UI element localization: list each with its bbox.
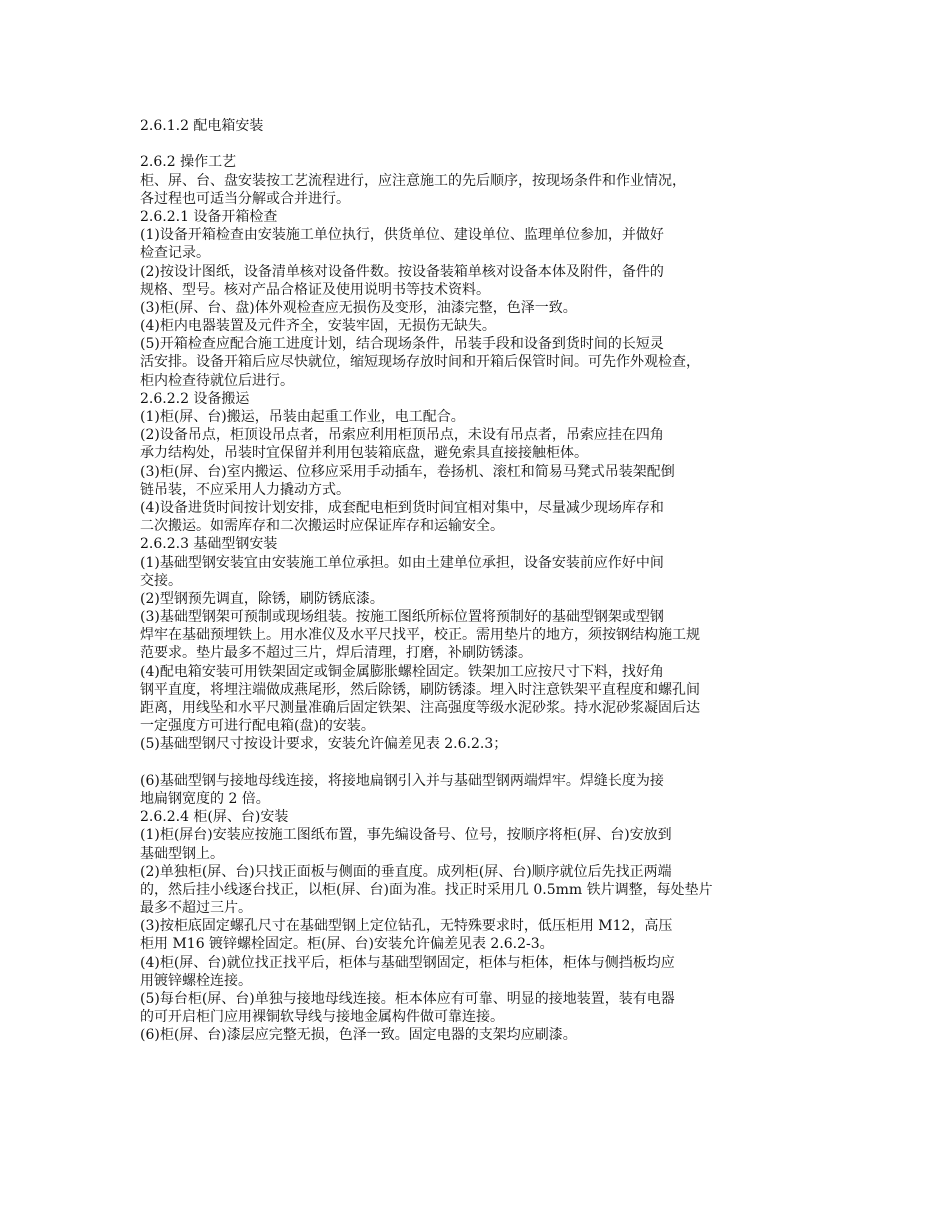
paragraph-line: 承力结构处，吊装时宜保留并利用包装箱底盘，避免索具直接接触柜体。 (140, 445, 588, 462)
paragraph-line: (4)设备进货时间按计划安排，成套配电柜到货时间宜相对集中，尽量减少现场库存和 (140, 499, 664, 516)
paragraph-line: (3)柜(屏、台、盘)体外观检查应无损伤及变形，油漆完整，色泽一致。 (140, 299, 577, 316)
paragraph-line: 规格、型号。核对产品合格证及使用说明书等技术资料。 (140, 281, 490, 298)
section-heading: 2.6.2.4 柜(屏、台)安装 (140, 809, 289, 826)
paragraph-line: 柜、屏、台、盘安装按工艺流程进行，应注意施工的先后顺序，按现场条件和作业情况， (140, 172, 686, 189)
paragraph-line: 交接。 (140, 572, 182, 589)
paragraph-line: 柜内检查待就位后进行。 (140, 372, 294, 389)
paragraph-line: 一定强度方可进行配电箱(盘)的安装。 (140, 718, 375, 735)
paragraph-line: 钢平直度，将埋注端做成燕尾形，然后除锈，刷防锈漆。埋入时注意铁架平直程度和螺孔间 (140, 681, 700, 698)
paragraph-line: (5)基础型钢尺寸按设计要求，安装允许偏差见表 2.6.2.3； (140, 736, 508, 753)
paragraph-line: (4)柜(屏、台)就位找正找平后，柜体与基础型钢固定，柜体与柜体，柜体与侧挡板均应 (140, 954, 675, 971)
paragraph-line: (6)柜(屏、台)漆层应完整无损，色泽一致。固定电器的支架均应刷漆。 (140, 1027, 577, 1044)
paragraph-line: (2)型钢预先调直，除锈，刷防锈底漆。 (140, 590, 384, 607)
section-heading: 2.6.1.2 配电箱安装 (140, 118, 264, 134)
section-heading: 2.6.2.2 设备搬运 (140, 390, 250, 407)
paragraph-line: (5)开箱检查应配合施工进度计划，结合现场条件，吊装手段和设备到货时间的长短灵 (140, 336, 664, 353)
paragraph-line: (4)柜内电器装置及元件齐全，安装牢固，无损伤无缺失。 (140, 318, 496, 335)
paragraph-line: 地扁钢宽度的 2 倍。 (140, 790, 270, 807)
paragraph-line: 检查记录。 (140, 245, 210, 262)
paragraph-line: 的可开启柜门应用裸铜软导线与接地金属构件做可靠连接。 (140, 1009, 504, 1026)
paragraph-line: (3)基础型钢架可预制或现场组装。按施工图纸所标位置将预制好的基础型钢架或型钢 (140, 609, 664, 626)
paragraph-line: (5)每台柜(屏、台)单独与接地母线连接。柜本体应有可靠、明显的接地装置，装有电器 (140, 991, 675, 1007)
paragraph-line: 基础型钢上。 (140, 845, 224, 862)
paragraph-line: 最多不超过三片。 (140, 900, 252, 917)
paragraph-line: 活安排。设备开箱后应尽快就位，缩短现场存放时间和开箱后保管时间。可先作外观检查， (140, 354, 700, 371)
paragraph-line: 柜用 M16 镀锌螺栓固定。柜(屏、台)安装允许偏差见表 2.6.2-3。 (140, 936, 554, 953)
paragraph-line: 焊牢在基础预埋铁上。用水准仪及水平尺找平，校正。需用垫片的地方，须按钢结构施工规 (140, 627, 700, 644)
paragraph-line: 距离，用线坠和水平尺测量准确后固定铁架、注高强度等级水泥砂浆。持水泥砂浆凝固后达 (140, 700, 700, 716)
paragraph-line: 用镀锌螺栓连接。 (140, 972, 252, 989)
paragraph-line: 范要求。垫片最多不超过三片，焊后清理，打磨，补刷防锈漆。 (140, 645, 532, 662)
paragraph-line: (2)设备吊点，柜顶设吊点者，吊索应利用柜顶吊点，未设有吊点者，吊索应挂在四角 (140, 427, 664, 444)
paragraph-line: (1)柜(屏台)安装应按施工图纸布置，事先编设备号、位号，按顺序将柜(屏、台)安放到 (140, 827, 672, 844)
paragraph-line: (1)柜(屏、台)搬运，吊装由起重工作业，电工配合。 (140, 409, 465, 425)
paragraph-line: (1)基础型钢安装宜由安装施工单位承担。如由土建单位承担，设备安装前应作好中间 (140, 554, 664, 571)
paragraph-line: (2)单独柜(屏、台)只找正面板与侧面的垂直度。成列柜(屏、台)顺序就位后先找正两端 (140, 863, 672, 880)
paragraph-line: (3)按柜底固定螺孔尺寸在基础型钢上定位钻孔，无特殊要求时，低压柜用 M12，高压 (140, 918, 673, 935)
blank-line (140, 754, 820, 772)
paragraph-line: 的，然后挂小线逐台找正，以柜(屏、台)面为准。找正时采用几 0.5mm 铁片调整，每处垫片 (140, 881, 713, 898)
paragraph-line: 二次搬运。如需库存和二次搬运时应保证库存和运输安全。 (140, 518, 504, 535)
section-heading: 2.6.2.1 设备开箱检查 (140, 208, 278, 225)
paragraph-line: (3)柜(屏、台)室内搬运、位移应采用手动插车，卷扬机、滚杠和简易马凳式吊装架配倒 (140, 463, 675, 480)
paragraph-line: (1)设备开箱检查由安装施工单位执行，供货单位、建设单位、监理单位参加，并做好 (140, 227, 664, 244)
paragraph-line: 链吊装，不应采用人力撬动方式。 (140, 481, 350, 498)
section-heading: 2.6.2.3 基础型钢安装 (140, 536, 278, 553)
paragraph-line: (4)配电箱安装可用铁架固定或铜金属膨胀螺栓固定。铁架加工应按尺寸下料，找好角 (140, 663, 664, 680)
section-heading: 2.6.2 操作工艺 (140, 154, 237, 171)
paragraph-line: (2)按设计图纸，设备清单核对设备件数。按设备装箱单核对设备本体及附件，备件的 (140, 263, 664, 280)
paragraph-line: (6)基础型钢与接地母线连接，将接地扁钢引入并与基础型钢两端焊牢。焊缝长度为接 (140, 772, 664, 789)
document-page (140, 117, 820, 1045)
blank-line (140, 135, 820, 153)
paragraph-line: 各过程也可适当分解或合并进行。 (140, 190, 350, 207)
